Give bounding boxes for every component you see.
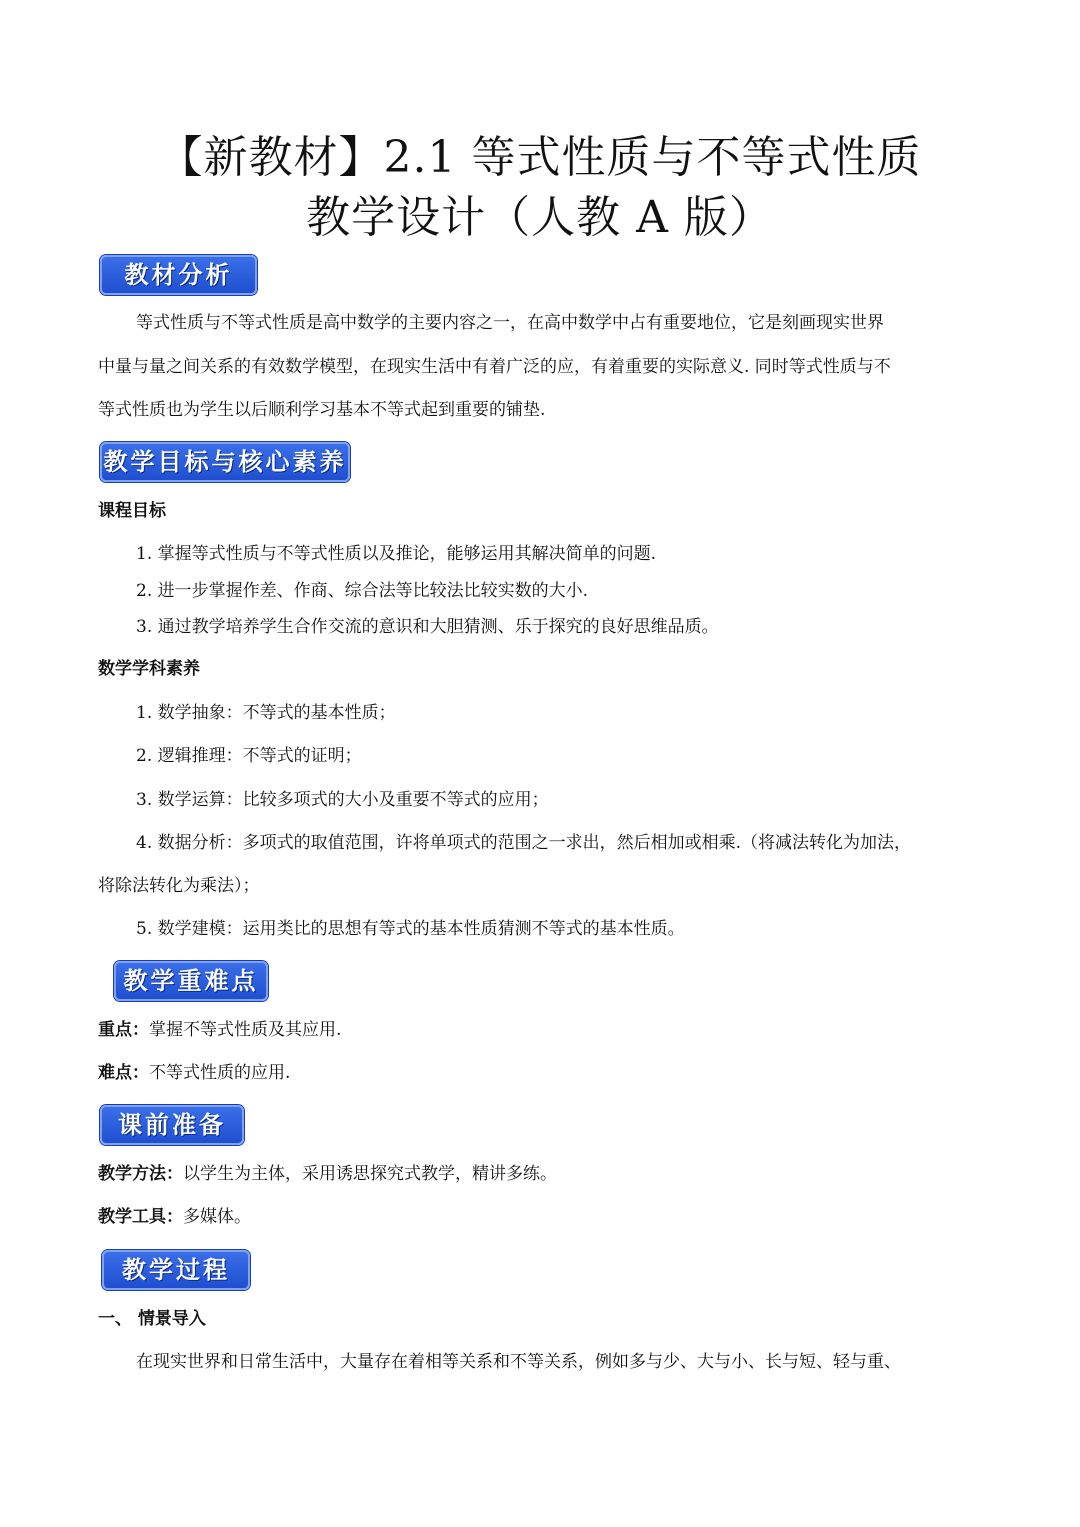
difficult-point-text: 不等式性质的应用. (149, 1063, 291, 1083)
literacy-item: 3. 数学运算：比较多项式的大小及重要不等式的应用； (136, 790, 549, 810)
teaching-method-text: 以学生为主体，采用诱思探究式教学，精讲多练。 (183, 1164, 557, 1184)
doc-title-line1: 【新教材】2.1 等式性质与不等式性质 (158, 132, 922, 183)
literacy-item: 2. 逻辑推理：不等式的证明； (136, 746, 362, 766)
scenario-intro-heading: 一、 情景导入 (98, 1309, 206, 1329)
key-point-text: 掌握不等式性质及其应用. (149, 1020, 342, 1040)
section-badge-goals-literacy: 教学目标与核心素养 (100, 442, 350, 482)
section-badge-teaching-process: 教学过程 (102, 1250, 250, 1290)
literacy-heading: 数学学科素养 (98, 659, 200, 679)
teaching-method-label: 教学方法： (98, 1164, 183, 1184)
goal-item: 1. 掌握等式性质与不等式性质以及推论，能够运用其解决简单的问题. (136, 544, 657, 564)
teaching-method-line (98, 1163, 988, 1185)
literacy-item: 1. 数学抽象：不等式的基本性质； (136, 703, 396, 723)
course-goals-heading: 课程目标 (98, 501, 166, 521)
section-badge-textbook-analysis: 教材分析 (100, 255, 257, 295)
literacy-item-continued: 将除法转化为乘法）； (98, 876, 260, 896)
literacy-item: 5. 数学建模：运用类比的思想有等式的基本性质猜测不等式的基本性质。 (136, 919, 685, 939)
key-point-line (98, 1019, 988, 1041)
goal-item: 3. 通过教学培养学生合作交流的意识和大胆猜测、乐于探究的良好思维品质。 (136, 617, 719, 637)
doc-title-line2: 教学设计（人教 A 版） (306, 192, 774, 243)
teaching-tool-text: 多媒体。 (183, 1207, 251, 1227)
analysis-line-3: 等式性质也为学生以后顺利学习基本不等式起到重要的铺垫. (98, 400, 546, 420)
difficult-point-line (98, 1062, 988, 1084)
analysis-line-1: 等式性质与不等式性质是高中数学的主要内容之一，在高中数学中占有重要地位，它是刻画现实世界 (136, 313, 884, 333)
key-point-label: 重点： (98, 1020, 149, 1040)
difficult-point-label: 难点： (98, 1063, 149, 1083)
literacy-item: 4. 数据分析：多项式的取值范围，许将单项式的范围之一求出，然后相加或相乘.（将减法转化为加法， (136, 833, 912, 853)
goal-item: 2. 进一步掌握作差、作商、综合法等比较法比较实数的大小. (136, 581, 589, 601)
teaching-tool-line (98, 1206, 988, 1228)
scenario-intro-line: 在现实世界和日常生活中，大量存在着相等关系和不等关系，例如多与少、大与小、长与短、轻与重、 (136, 1352, 901, 1372)
teaching-tool-label: 教学工具： (98, 1207, 183, 1227)
section-badge-key-difficult: 教学重难点 (114, 961, 268, 1001)
analysis-line-2: 中量与量之间关系的有效数学模型，在现实生活中有着广泛的应，有着重要的实际意义. 同时等式性质与不 (98, 357, 891, 377)
section-badge-preparation: 课前准备 (100, 1105, 244, 1145)
